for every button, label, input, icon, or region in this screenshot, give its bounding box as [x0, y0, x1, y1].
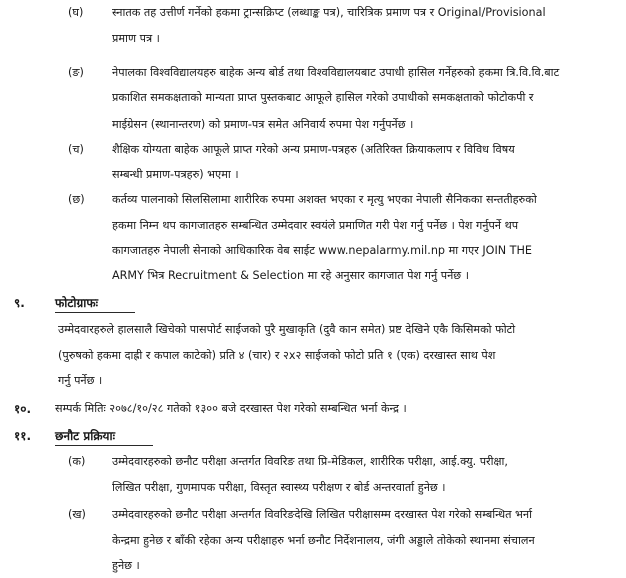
section-11-title: छनौट प्रक्रियाः — [55, 429, 116, 443]
section-9-title-underline — [55, 312, 135, 313]
item-nga-line-2: प्रकाशित समकक्षताको मान्यता प्राप्त पुस्तकबाट आफूले हासिल गरेको उपाधीको समकक्षताको फोटोकपी र — [112, 91, 534, 104]
item-label-cha: (च) — [68, 143, 84, 156]
section-9-title: फोटोग्राफः — [55, 296, 99, 310]
section-10-number: १०. — [14, 402, 32, 416]
item-cha-line-1: शैक्षिक योग्यता बाहेक आफूले प्राप्त गरेको अन्य प्रमाण-पत्रहरु (अतिरिक्त क्रियाकलाप र विविध विषय — [112, 143, 515, 156]
item-label-nga: (ङ) — [68, 66, 84, 79]
item-cha-line-2: सम्बन्धी प्रमाण-पत्रहरु) भएमा । — [112, 168, 239, 181]
item-kha-line-2: केन्द्रमा हुनेछ र बाँकी रहेका अन्य परीक्षाहरु भर्ना छनौट निर्देशनालय, जंगी अड्डाले तोकेको स्थानमा संचालन — [112, 534, 535, 547]
section-9-line-3: गर्नु पर्नेछ । — [58, 374, 103, 387]
item-kha-line-3: हुनेछ । — [112, 559, 140, 572]
section-10-text: सम्पर्क मितिः २०७८/१०/२८ गतेको १३०० बजे दरखास्त पेश गरेको सम्बन्धित भर्ना केन्द्र । — [55, 402, 407, 415]
section-11-number: ११. — [14, 429, 32, 443]
item-label-gha: (घ) — [68, 6, 84, 19]
item-chha-line-2: हकमा निम्न थप कागजातहरु सम्बन्धित उम्मेदवार स्वयंले प्रमाणित गरी पेश गर्नु पर्नेछ । पेश गर्नुपर्ने थप — [112, 219, 519, 232]
item-chha-line-3: कागजातहरु नेपाली सेनाको आधिकारिक वेब साईट www.nepalarmy.mil.np मा गएर JOIN THE — [112, 244, 532, 257]
item-label-kha: (ख) — [68, 508, 86, 521]
section-11-title-underline — [55, 445, 153, 446]
item-kha-line-1: उम्मेदवारहरुको छनौट परीक्षा अन्तर्गत विवरिङदेखि लिखित परीक्षासम्म दरखास्त पेश गरेको सम्बन्धित भर्ना — [112, 508, 533, 521]
item-chha-line-1: कर्तव्य पालनाको सिलसिलामा शारीरिक रुपमा अशक्त भएका र मृत्यु भएका नेपाली सैनिकका सन्ततीहरुको — [112, 193, 537, 206]
section-9-number: ९. — [14, 296, 25, 310]
item-label-ka: (क) — [68, 455, 86, 468]
item-label-chha: (छ) — [68, 193, 85, 206]
item-chha-line-4: ARMY भित्र Recruitment & Selection मा रहे अनुसार कागजात पेश गर्नु पर्नेछ । — [112, 269, 469, 282]
item-gha-line-1: स्नातक तह उत्तीर्ण गर्नेको हकमा ट्रान्सक्रिप्ट (लब्धाङ्क पत्र), चारित्रिक प्रमाण पत्र र Original/Provisional — [112, 6, 546, 19]
item-ka-line-1: उम्मेदवारहरुको छनौट परीक्षा अन्तर्गत विवरिङ तथा प्रि-मेडिकल, शारीरिक परीक्षा, आई.क्यु. परीक्षा, — [112, 455, 508, 468]
section-9-line-2: (पुरुषको हकमा दाह्री र कपाल काटेको) प्रति ४ (चार) र २x२ साईजको फोटो प्रति १ (एक) दरखास्त साथ पेश — [58, 349, 496, 362]
item-ka-line-2: लिखित परीक्षा, गुणमापक परीक्षा, विस्तृत स्वास्थ्य परीक्षण र बोर्ड अन्तरवार्ता हुनेछ । — [112, 481, 446, 494]
item-nga-line-3: माईग्रेसन (स्थानान्तरण) को प्रमाण-पत्र समेत अनिवार्य रुपमा पेश गर्नुपर्नेछ । — [112, 118, 414, 131]
item-nga-line-1: नेपालका विश्वविद्यालयहरु बाहेक अन्य बोर्ड तथा विश्वविद्यालयबाट उपाधी हासिल गर्नेहरुको हकमा त्रि.वि.वि.बाट — [112, 66, 560, 79]
section-9-line-1: उम्मेदवारहरुले हालसालै खिचेको पासपोर्ट साईजको पुरै मुखाकृति (दुवै कान समेत) प्रष्ट देखिने एकै किसिमको फोटो — [58, 323, 516, 336]
item-gha-line-2: प्रमाण पत्र । — [112, 32, 160, 45]
